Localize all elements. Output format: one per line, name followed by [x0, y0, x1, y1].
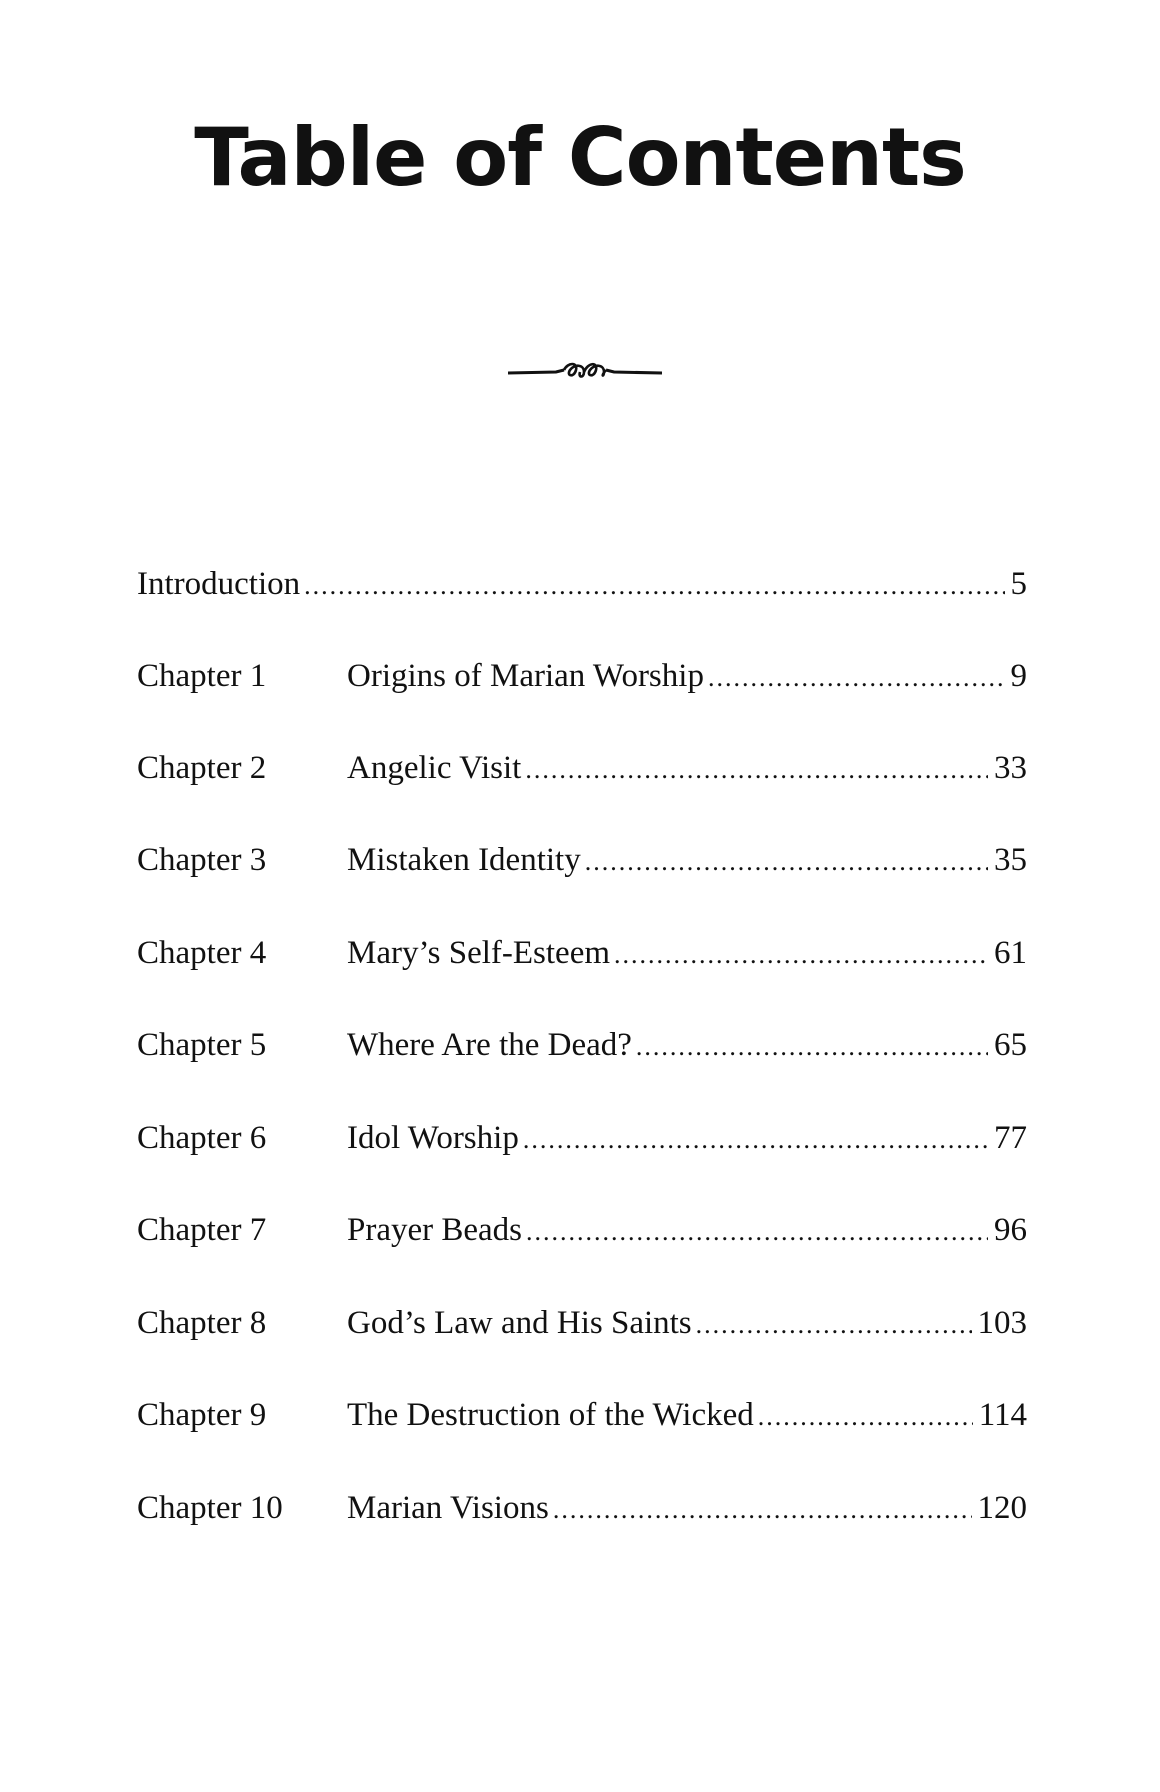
toc-row-chapter-4[interactable] — [137, 935, 1027, 975]
dot-leader — [523, 1125, 988, 1155]
toc-chapter-title: Origins of Marian Worship — [347, 658, 704, 694]
toc-row-chapter-7[interactable] — [137, 1212, 1027, 1252]
toc-chapter-number: Chapter 9 — [137, 1397, 267, 1433]
toc-chapter-number: Chapter 8 — [137, 1305, 267, 1341]
toc-row-chapter-2[interactable] — [137, 750, 1027, 790]
dot-leader — [304, 571, 1004, 601]
toc-chapter-title: Idol Worship — [347, 1120, 519, 1156]
toc-chapter-title: Where Are the Dead? — [347, 1027, 632, 1063]
toc-row-introduction[interactable] — [137, 566, 1027, 606]
toc-row-chapter-1[interactable] — [137, 658, 1027, 698]
toc-page-number: 35 — [994, 842, 1027, 878]
toc-row-chapter-10[interactable] — [137, 1490, 1027, 1530]
toc-chapter-title: Angelic Visit — [347, 750, 522, 786]
dot-leader — [758, 1402, 973, 1432]
toc-row-chapter-8[interactable] — [137, 1305, 1027, 1345]
toc-chapter-number: Chapter 3 — [137, 842, 267, 878]
dot-leader — [614, 940, 988, 970]
toc-chapter-title: God’s Law and His Saints — [347, 1305, 692, 1341]
toc-chapter-number: Chapter 2 — [137, 750, 267, 786]
toc-row-chapter-3[interactable] — [137, 842, 1027, 882]
toc-chapter-number: Chapter 7 — [137, 1212, 267, 1248]
dot-leader — [526, 1217, 988, 1247]
toc-page-number: 120 — [977, 1490, 1027, 1526]
toc-chapter-title: The Destruction of the Wicked — [347, 1397, 754, 1433]
toc-page-number: 77 — [994, 1120, 1027, 1156]
toc-page-number: 33 — [994, 750, 1027, 786]
toc-chapter-number: Chapter 1 — [137, 658, 267, 694]
toc-page-number: 65 — [994, 1027, 1027, 1063]
toc-row-chapter-5[interactable] — [137, 1027, 1027, 1067]
toc-chapter-title: Mistaken Identity — [347, 842, 581, 878]
toc-chapter-title: Mary’s Self-Esteem — [347, 935, 611, 971]
toc-page-number: 96 — [994, 1212, 1027, 1248]
toc-row-chapter-9[interactable] — [137, 1397, 1027, 1437]
dot-leader — [585, 847, 988, 877]
toc-chapter-title: Marian Visions — [347, 1490, 549, 1526]
toc-intro-label: Introduction — [137, 566, 301, 602]
dot-leader — [553, 1495, 972, 1525]
toc-chapter-number: Chapter 4 — [137, 935, 267, 971]
toc-chapter-number: Chapter 5 — [137, 1027, 267, 1063]
toc-page-number: 9 — [1010, 658, 1027, 694]
toc-chapter-number: Chapter 6 — [137, 1120, 267, 1156]
toc-chapter-number: Chapter 10 — [137, 1490, 283, 1526]
toc-page-number: 5 — [1010, 566, 1027, 602]
dot-leader — [525, 755, 988, 785]
flourish-ornament-icon — [508, 360, 662, 382]
toc-page-number: 103 — [977, 1305, 1027, 1341]
page-title: Table of Contents — [194, 111, 966, 204]
toc-page-number: 61 — [994, 935, 1027, 971]
dot-leader — [636, 1032, 988, 1062]
dot-leader — [696, 1310, 972, 1340]
toc-chapter-title: Prayer Beads — [347, 1212, 523, 1248]
dot-leader — [708, 663, 1005, 693]
toc-page-number: 114 — [978, 1397, 1027, 1433]
toc-row-chapter-6[interactable] — [137, 1120, 1027, 1160]
